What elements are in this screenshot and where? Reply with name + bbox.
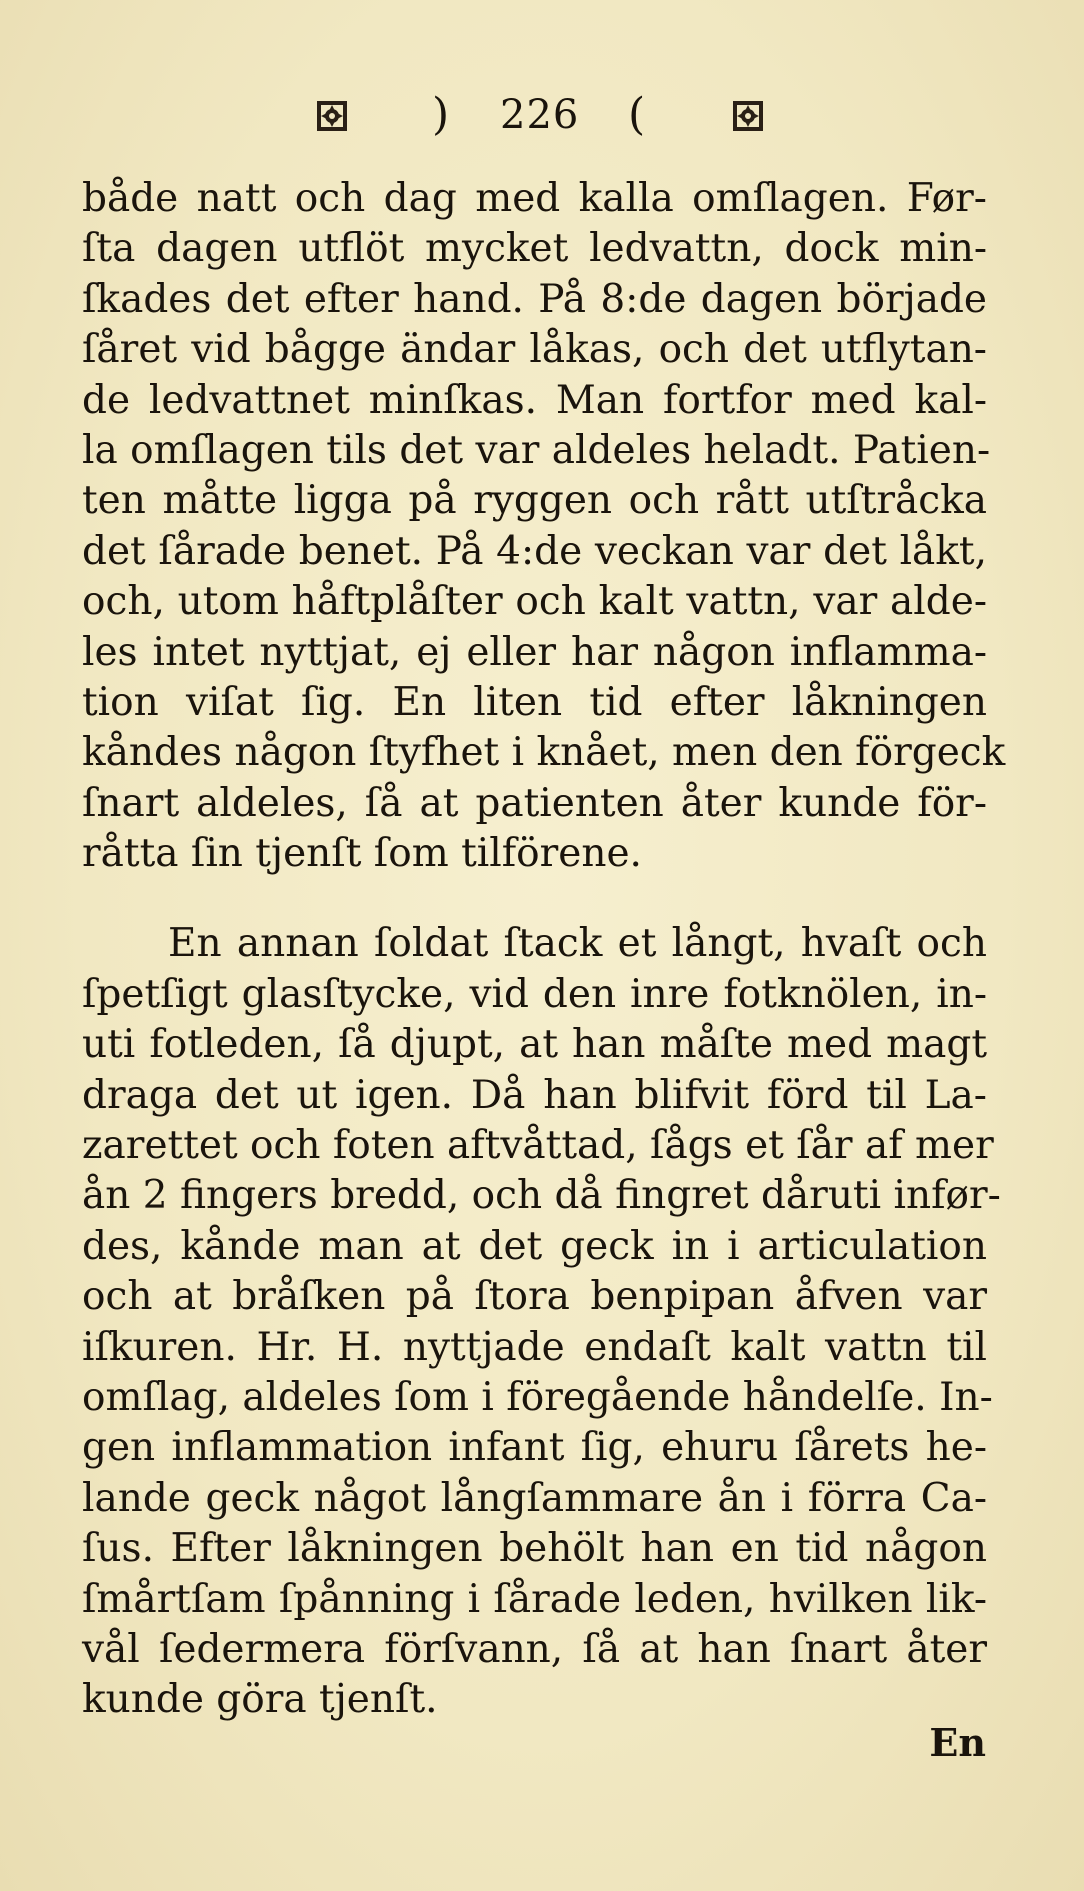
- page-number: 226: [500, 92, 580, 138]
- paragraph-2: [82, 919, 1001, 1725]
- text-line: ån 2 fingers bredd, och då fingret dåruti infør-: [82, 1173, 1001, 1219]
- text-line: la omſlagen tils det var aldeles heladt. Patien-: [82, 427, 991, 473]
- text-line: vål ſedermera förſvann, ſå at han ſnart åter: [82, 1626, 987, 1672]
- header-paren-right: (: [628, 89, 646, 140]
- text-line: uti fotleden, ſå djupt, at han måſte med magt: [82, 1022, 987, 1068]
- text-line: ſta dagen utflöt mycket ledvattn, dock min-: [82, 226, 987, 272]
- text-line: ten måtte ligga på ryggen och rått utſtråcka: [82, 478, 987, 524]
- text-line: ſus. Efter låkningen behölt han en tid någon: [82, 1526, 987, 1572]
- paragraph-spacer: [82, 879, 987, 919]
- body-text: [82, 174, 1006, 1726]
- header-paren-left: ): [432, 89, 450, 140]
- fleuron-ornament-left: [314, 98, 350, 134]
- text-line: lande geck något långſammare ån i förra Ca-: [82, 1475, 987, 1521]
- text-line: des, kånde man at det geck in i articulation: [82, 1223, 987, 1269]
- text-line: ſpetſigt glasſtycke, vid den inre fotknölen, in-: [82, 971, 987, 1017]
- text-line: och at bråſken på ſtora benpipan åfven var: [82, 1274, 987, 1320]
- text-line: ſnart aldeles, ſå at patienten åter kunde för-: [82, 780, 987, 826]
- running-header: [300, 88, 780, 148]
- text-line: iſkuren. Hr. H. nyttjade endaſt kalt vattn til: [82, 1324, 987, 1370]
- text-line: och, utom håftplåſter och kalt vattn, var alde-: [82, 579, 987, 625]
- text-line: les intet nyttjat, ej eller har någon inflamma-: [82, 629, 987, 675]
- text-line: gen inflammation infant ſig, ehuru ſårets he-: [82, 1425, 987, 1471]
- fleuron-ornament-right: [730, 98, 766, 134]
- text-line: både natt och dag med kalla omſlagen. Før-: [82, 176, 987, 221]
- text-line: omſlag, aldeles ſom i föregående håndelſe. In-: [82, 1374, 993, 1420]
- paragraph-1: [82, 174, 1006, 879]
- text-line: ſmårtſam ſpånning i ſårade leden, hvilken lik-: [82, 1576, 987, 1622]
- text-line: kåndes någon ſtyfhet i knået, men den förgeck: [82, 730, 1006, 776]
- text-line: råtta ſin tjenſt ſom tilförene.: [82, 831, 642, 877]
- text-line: ſkades det efter hand. På 8:de dagen började: [82, 276, 987, 322]
- text-line: ſåret vid bågge ändar låkas, och det utflytan-: [82, 327, 987, 373]
- text-line: draga det ut igen. Då han blifvit förd til La-: [82, 1072, 987, 1118]
- text-line: kunde göra tjenſt.: [82, 1677, 438, 1723]
- text-line: de ledvattnet minſkas. Man fortfor med kal-: [82, 377, 987, 423]
- text-line: det ſårade benet. På 4:de veckan var det låkt,: [82, 528, 987, 574]
- catchword: En: [929, 1720, 986, 1765]
- text-line: tion viſat ſig. En liten tid efter låkningen: [82, 679, 987, 725]
- text-line: zarettet och foten aftvåttad, ſågs et ſår af mer: [82, 1123, 994, 1169]
- text-line: En annan ſoldat ſtack et långt, hvaſt och: [168, 921, 987, 967]
